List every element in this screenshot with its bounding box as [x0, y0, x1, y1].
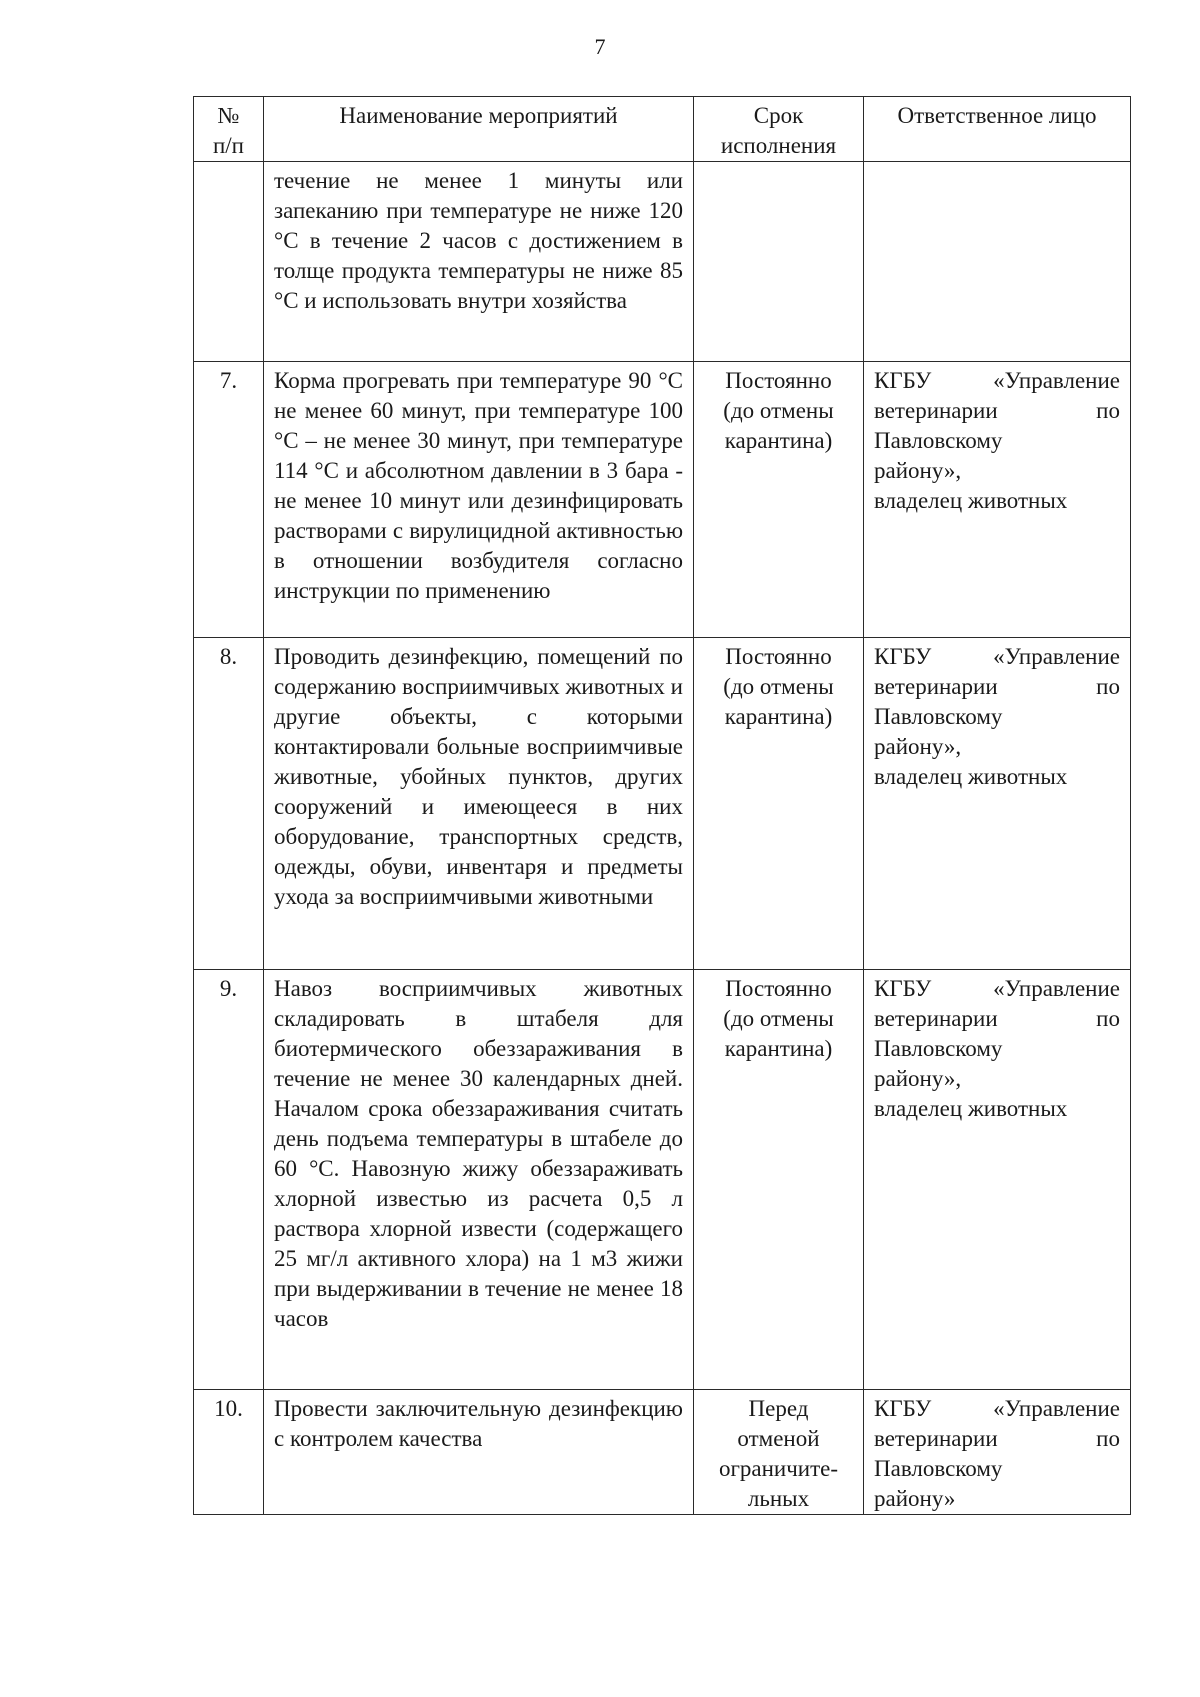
header-measure-name: Наименование мероприятий: [264, 97, 694, 162]
row-number: 8.: [194, 638, 264, 970]
deadline-line: Перед: [748, 1396, 809, 1421]
table-row: [194, 362, 1131, 638]
responsible-cell: [864, 638, 1131, 970]
responsible-line: владелец животных: [874, 1096, 1068, 1121]
deadline-line: Постоянно: [725, 644, 832, 669]
deadline-line: карантина): [724, 704, 833, 729]
deadline-line: ограничите-: [718, 1456, 839, 1481]
deadline-line: льных: [747, 1486, 810, 1511]
deadline-cell: [694, 362, 864, 638]
row-number: [194, 162, 264, 362]
deadline-line: Постоянно: [725, 976, 832, 1001]
responsible-line: КГБУ «Управление: [874, 1396, 1120, 1421]
header-responsible: Ответственное лицо: [864, 97, 1131, 162]
deadline-line: Постоянно: [725, 368, 832, 393]
deadline-line: отменой: [737, 1426, 820, 1451]
deadline-line: (до отмены: [723, 1006, 834, 1031]
header-number: [194, 97, 264, 162]
responsible-line: КГБУ «Управление: [874, 368, 1120, 393]
responsible-line: владелец животных: [874, 488, 1068, 513]
responsible-line: КГБУ «Управление: [874, 644, 1120, 669]
responsible-cell: [864, 162, 1131, 362]
measure-text: Проводить дезинфекцию, помещений по содержанию восприимчивых животных и другие объекты, с которыми контактировали больные восприимчивые животные, убойных пунктов, других сооружений и имеющееся в них оборудование, транспортных средств, одежды, обуви, инвентаря и предметы ухода за восприимчивыми животными: [264, 638, 694, 970]
responsible-line: КГБУ «Управление: [874, 976, 1120, 1001]
responsible-line: ветеринарии по: [874, 398, 1120, 423]
page-number: 7: [594, 34, 606, 59]
header-number-line: п/п: [212, 133, 244, 158]
row-number: 9.: [194, 970, 264, 1390]
responsible-line: району»,: [874, 458, 962, 483]
deadline-line: карантина): [724, 428, 833, 453]
measure-text: Корма прогревать при температуре 90 °С не менее 60 минут, при температуре 100 °С – не менее 30 минут, при температуре 114 °С и абсолютном давлении в 3 бара - не менее 10 минут или дезинфицировать растворами с вирулицидной активностью в отношении возбудителя согласно инструкции по применению: [264, 362, 694, 638]
responsible-line: району»,: [874, 1066, 962, 1091]
deadline-line: карантина): [724, 1036, 833, 1061]
responsible-line: владелец животных: [874, 764, 1068, 789]
deadline-cell: [694, 1390, 864, 1515]
table-row: [194, 1390, 1131, 1515]
table-row: [194, 638, 1131, 970]
responsible-line: району»: [874, 1486, 956, 1511]
header-deadline-line: Срок: [753, 103, 804, 128]
deadline-line: (до отмены: [723, 398, 834, 423]
responsible-line: Павловскому: [874, 428, 1003, 453]
header-deadline-line: исполнения: [720, 133, 837, 158]
responsible-cell: [864, 362, 1131, 638]
deadline-cell: [694, 638, 864, 970]
responsible-line: Павловскому: [874, 1456, 1003, 1481]
responsible-line: ветеринарии по: [874, 1006, 1120, 1031]
measures-table: [193, 96, 1131, 1515]
responsible-line: Павловскому: [874, 1036, 1003, 1061]
row-number: 7.: [194, 362, 264, 638]
table-row: [194, 162, 1131, 362]
header-deadline: [694, 97, 864, 162]
table-header-row: [194, 97, 1131, 162]
row-number: 10.: [194, 1390, 264, 1515]
measure-text: Навоз восприимчивых животных складировать в штабеля для биотермического обеззараживания в течение не менее 30 календарных дней. Началом срока обеззараживания считать день подъема температуры в штабеле до 60 °С. Навозную жижу обеззараживать хлорной известью из расчета 0,5 л раствора хлорной извести (содержащего 25 мг/л активного хлора) на 1 м3 жижи при выдерживании в течение не менее 18 часов: [264, 970, 694, 1390]
table-row: [194, 970, 1131, 1390]
responsible-cell: [864, 970, 1131, 1390]
responsible-line: району»,: [874, 734, 962, 759]
deadline-cell: [694, 970, 864, 1390]
responsible-line: ветеринарии по: [874, 674, 1120, 699]
responsible-line: ветеринарии по: [874, 1426, 1120, 1451]
measure-text: Провести заключительную дезинфекцию с контролем качества: [264, 1390, 694, 1515]
responsible-cell: [864, 1390, 1131, 1515]
measure-text: течение не менее 1 минуты или запеканию при температуре не ниже 120 °С в течение 2 часов с достижением в толще продукта температуры не ниже 85 °С и использовать внутри хозяйства: [264, 162, 694, 362]
deadline-cell: [694, 162, 864, 362]
header-number-line: №: [217, 103, 240, 128]
deadline-line: (до отмены: [723, 674, 834, 699]
responsible-line: Павловскому: [874, 704, 1003, 729]
